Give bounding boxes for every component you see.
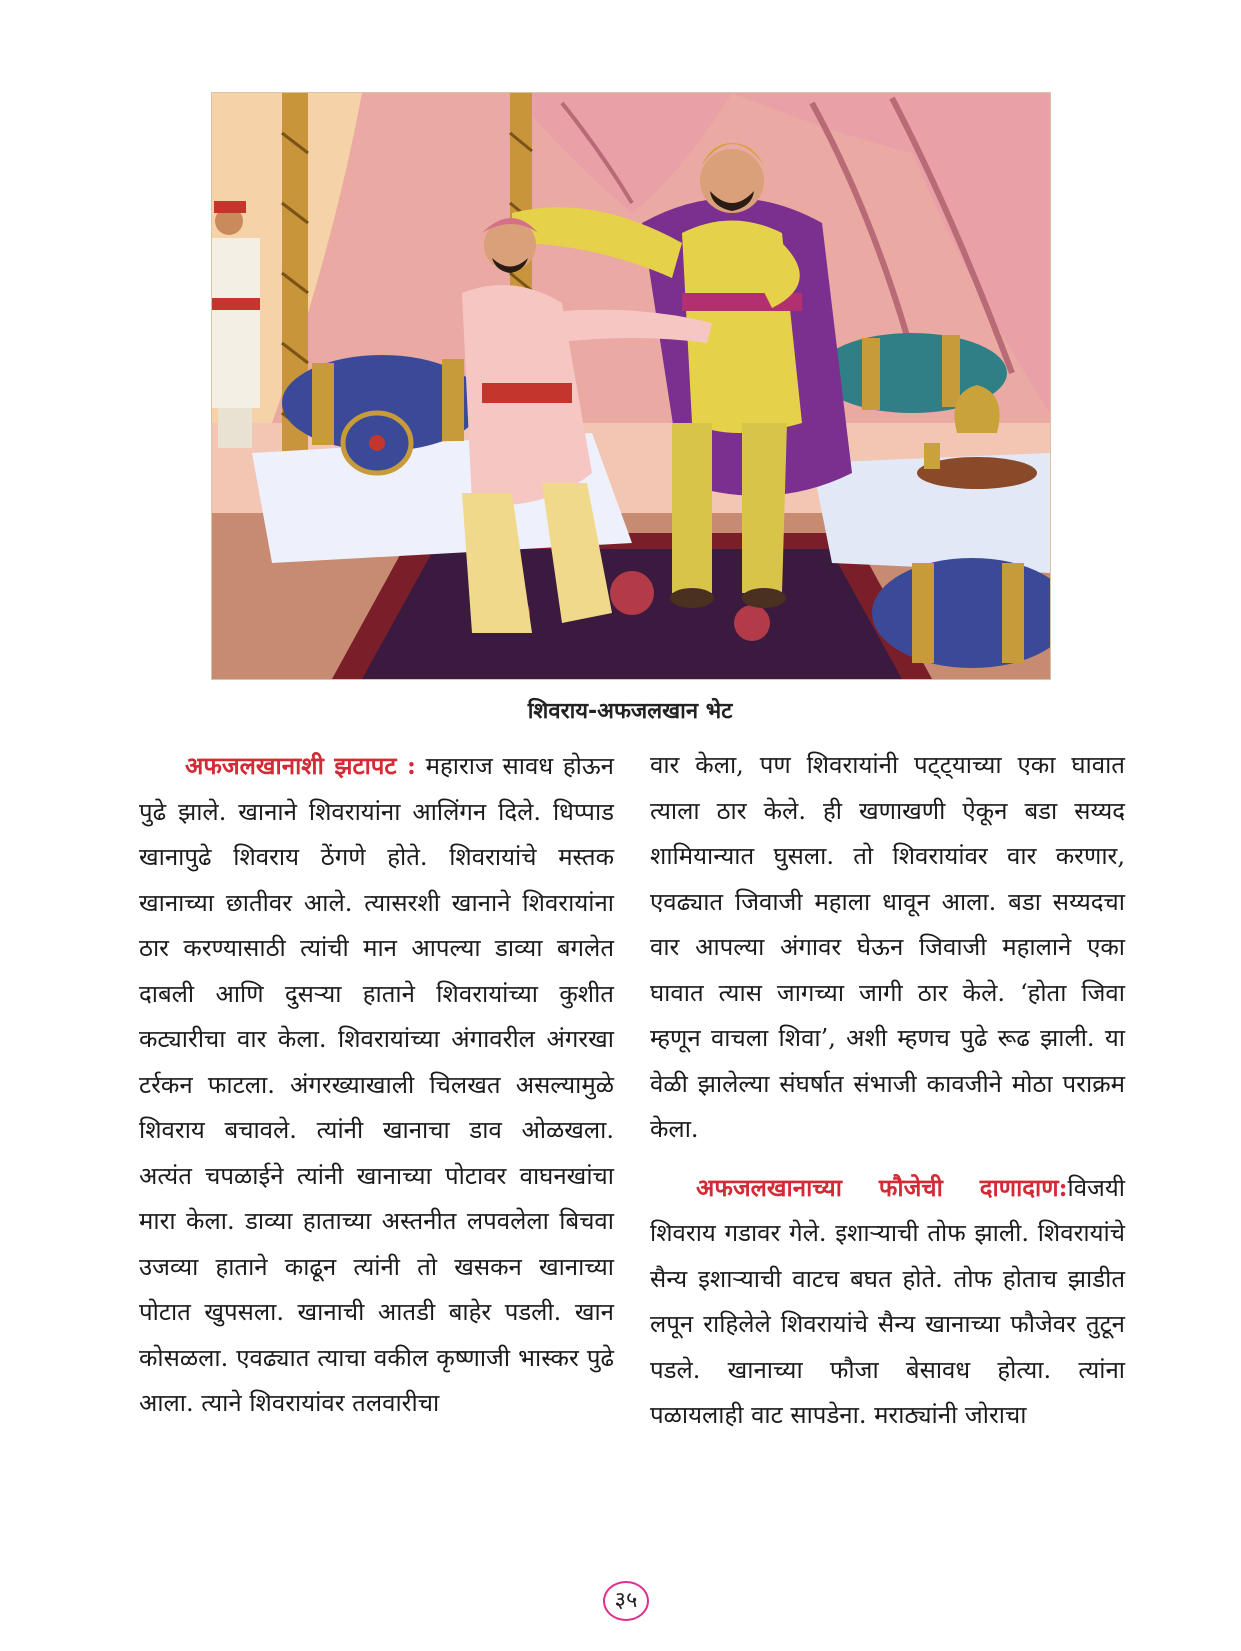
section-heading-afzal-khan-scuffle: अफजलखानाशी झटापट : bbox=[185, 751, 416, 780]
illustration-shivaji-afzal-khan-meeting bbox=[211, 92, 1051, 680]
right-second-paragraph bbox=[650, 1165, 1125, 1439]
left-paragraph bbox=[139, 743, 614, 1427]
right-second-paragraph-text: विजयी शिवराय गडावर गेले. इशाऱ्याची तोफ झाली. शिवरायांचे सैन्य इशाऱ्याची वाटच बघत होते. तोफ होताच झाडीत लपून राहिलेले शिवरायांचे सैन्य खानाच्या फौजेवर तुटून पडले. खानाच्या फौजा बेसावध होत्या. त्यांना पळायलाही वाट सापडेना. मराठ्यांनी जोराचा bbox=[650, 1173, 1125, 1429]
section-heading-army-rout: अफजलखानाच्या फौजेची दाणादाण: bbox=[696, 1172, 1068, 1202]
left-paragraph-text: महाराज सावध होऊन पुढे झाले. खानाने शिवरायांना आलिंगन दिले. धिप्पाड खानापुढे शिवराय ठेंगणे होते. शिवरायांचे मस्तक खानाच्या छातीवर आले. त्यासरशी खानाने शिवरायांना ठार करण्यासाठी त्यांची मान आपल्या डाव्या बगलेत दाबली आणि दुसऱ्या हाताने शिवरायांच्या कुशीत कट्यारीचा वार केला. शिवरायांच्या अंगावरील अंगरखा टर्रकन फाटला. अंगरख्याखाली चिलखत असल्यामुळे शिवराय बचावले. त्यांनी खानाचा डाव ओळखला. अत्यंत चपळाईने त्यांनी खानाच्या पोटावर वाघनखांचा मारा केला. डाव्या हाताच्या अस्तनीत लपवलेला बिचवा उजव्या हाताने काढून त्यांनी तो खसकन खानाच्या पोटात खुपसला. खानाची आतडी बाहेर पडली. खान कोसळला. एवढ्यात त्याचा वकील कृष्णाजी भास्कर पुढे आला. त्याने शिवरायांवर तलवारीचा bbox=[139, 752, 614, 1417]
page-number: ३५ bbox=[603, 1581, 649, 1621]
illustration-caption: शिवराय-अफजलखान भेट bbox=[527, 699, 733, 724]
right-column bbox=[650, 743, 1125, 1439]
left-column bbox=[139, 743, 614, 1427]
right-continuation-paragraph: वार केला, पण शिवरायांनी पट्ट्याच्या एका घावात त्याला ठार केले. ही खणाखणी ऐकून बडा सय्यद शामियान्यात घुसला. तो शिवरायांवर वार करणार, एवढ्यात जिवाजी महाला धावून आला. बडा सय्यदचा वार आपल्या अंगावर घेऊन जिवाजी महालाने एका घावात त्यास जागच्या जागी ठार केले. ‘होता जिवा म्हणून वाचला शिवा’, अशी म्हणच पुढे रूढ झाली. या वेळी झालेल्या संघर्षात संभाजी कावजीने मोठा पराक्रम केला. bbox=[650, 751, 1125, 1143]
